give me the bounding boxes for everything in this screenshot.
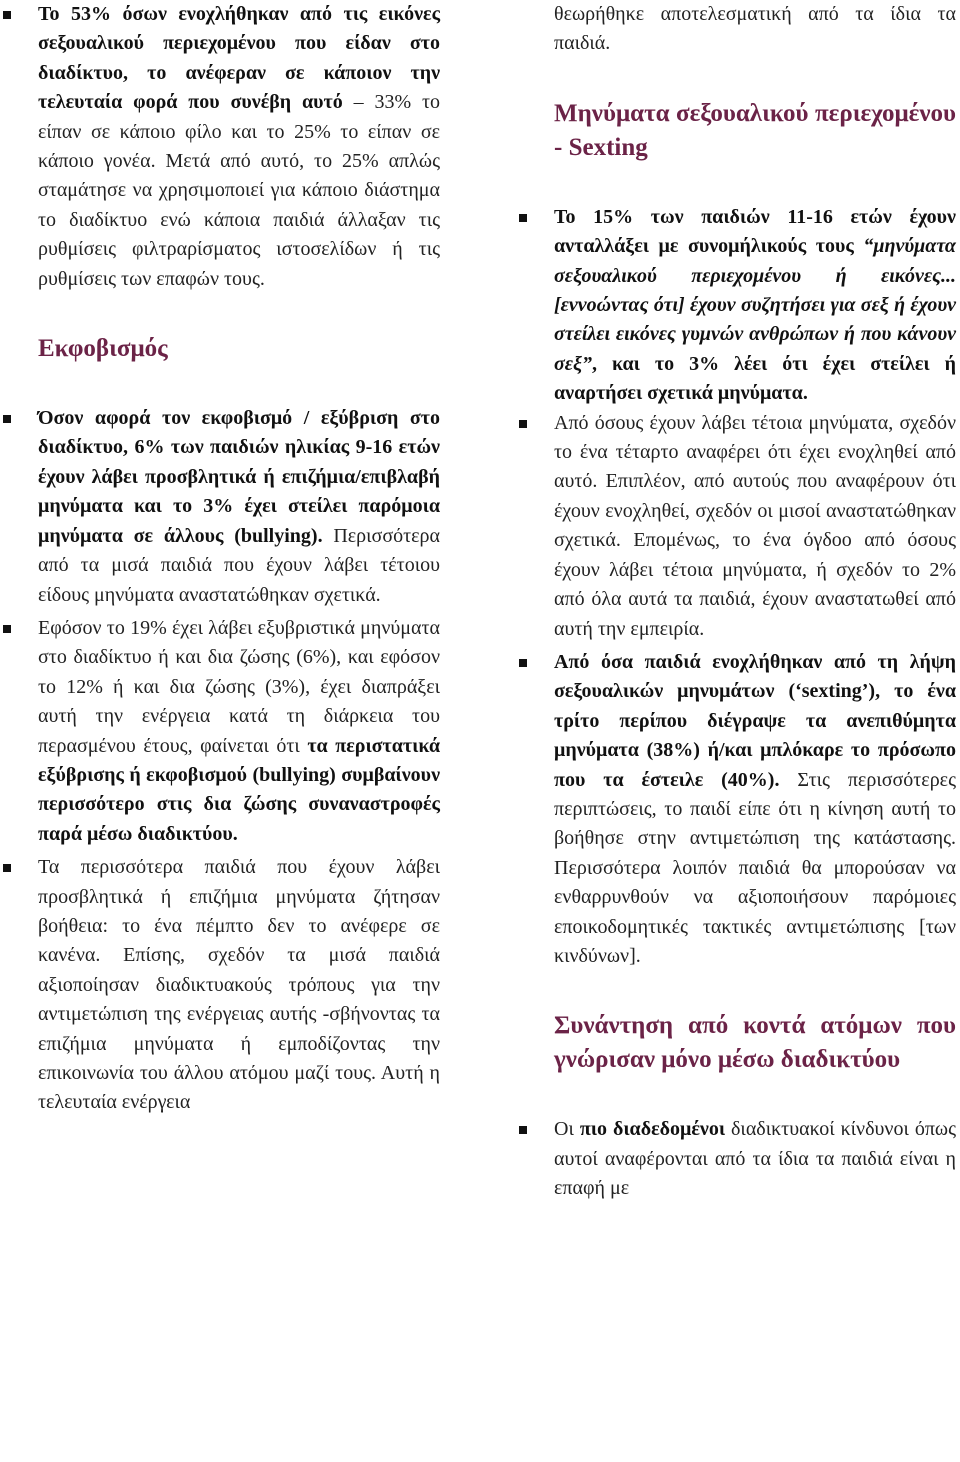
body-text: Οι	[554, 1118, 580, 1141]
square-bullet-icon	[3, 415, 11, 423]
bullet-sexting-upset	[554, 409, 956, 644]
section-heading-sexting: Μηνύματα σεξουαλικού περιεχομένου - Sexting	[554, 99, 956, 161]
right-column	[554, 0, 956, 1204]
bold-text: τα περιστατικά εξύβρισης ή εκφοβισμού (bullying) συμβαίνουν περισσότερο στις δια ζώσης συναναστροφές παρά μέσω διαδικτύου.	[38, 734, 441, 845]
body-text: διαδικτυακοί κίνδυνοι όπως αυτοί αναφέρονται από τα ίδια τα παιδιά είναι η επαφή με	[554, 1118, 957, 1200]
square-bullet-icon	[519, 659, 527, 667]
bullet-paragraph	[38, 0, 440, 294]
italic-quote: “μηνύματα σεξουαλικού περιεχομένου ή εικόνες... [εννοώντας ότι] έχουν συζητήσει για σεξ ή έχουν στείλει εικόνες γυμνών ανθρώπων ή που κάνουν σεξ”	[554, 235, 956, 375]
bullet-bullying-stats	[38, 404, 440, 610]
bullet-sexting-coping	[554, 648, 956, 971]
bullet-seeking-help	[38, 853, 440, 1118]
square-bullet-icon	[3, 11, 11, 19]
left-column	[38, 0, 440, 1118]
bold-text: Το 53% όσων ενοχλήθηκαν από τις εικόνες σεξουαλικού περιεχομένου που είδαν στο διαδίκτυο, το ανέφεραν σε κάποιον την τελευταία φορά που συνέβη αυτό	[38, 3, 440, 114]
body-text: Περισσότερα από τα μισά παιδιά που έχουν λάβει τέτοιου είδους μηνύματα αναστατώθηκαν σχετικά.	[38, 524, 440, 606]
bullet-paragraph	[38, 614, 440, 849]
bullet-sexting-stats	[554, 203, 956, 409]
square-bullet-icon	[519, 1126, 527, 1134]
body-text: Από όσους έχουν λάβει τέτοια μηνύματα, σχεδόν το ένα τέταρτο αναφέρει ότι έχει ενοχληθεί από αυτό. Επιπλέον, από αυτούς που αναφέρουν ότι έχουν ενοχληθεί, σχεδόν οι μισοί αναστατώθηκαν σχετικά. Επομένως, το ένα όγδοο από όσους έχουν λάβει τέτοια μηνύματα, ή σχεδόν το 2% από όλα αυτά τα παιδιά, έχουν αναστατωθεί από αυτή την εμπειρία.	[554, 411, 956, 640]
square-bullet-icon	[519, 420, 527, 428]
body-text: Στις περισσότερες περιπτώσεις, το παιδί είπε ότι η κίνηση αυτή το βοήθησε στην αντιμετώπιση της κατάστασης. Περισσότερα λοιπόν παιδιά θα μπορούσαν να ενθαρρυνθούν να αξιοποιήσουν παρόμοιες εποικοδομητικές τακτικές αντιμετώπισης [των κινδύνων].	[554, 768, 956, 967]
bullet-offline-vs-online	[38, 614, 440, 849]
bold-text: Από όσα παιδιά ενοχλήθηκαν από τη λήψη σεξουαλικών μηνυμάτων (‘sexting’), το ένα τρίτο περίπου διέγραψε τα ανεπιθύμητα μηνύματα (38%) ή/και μπλόκαρε το πρόσωπο που τα έστειλε (40%).	[554, 650, 956, 791]
section-heading-meeting-strangers: Συνάντηση από κοντά ατόμων που γνώρισαν μόνο μέσω διαδικτύου	[554, 1012, 956, 1074]
bullet-paragraph	[38, 404, 440, 610]
bold-text: πιο διαδεδομένοι	[579, 1118, 726, 1141]
body-text: – 33% το είπαν σε κάποιο φίλο και το 25% το είπαν σε κάποιο γονέα. Μετά από αυτό, το 25% απλώς σταμάτησε να χρησιμοποιεί για κάποιο διάστημα το διαδίκτυο ενώ κάποια παιδιά άλλαξαν τις ρυθμίσεις φιλτραρίσματος ιστοσελίδων ή τις ρυθμίσεις των επαφών τους.	[38, 91, 440, 290]
bullet-reporting-sexual-images	[38, 0, 440, 294]
body-text: Τα περισσότερα παιδιά που έχουν λάβει προσβλητικά ή επιζήμια μηνύματα ζήτησαν βοήθεια: το ένα πέμπτο δεν το ανέφερε σε κανένα. Επίσης, σχεδόν τα μισά παιδιά αξιοποίησαν διαδικτυακούς τρόπους για την αντιμετώπιση της ενέργειας αυτής -σβήνοντας τα επιζήμια μηνύματα ή εμποδίζοντας την επικοινωνία του άλλου ατόμου μαζί τους. Αυτή η τελευταία ενέργεια	[38, 856, 440, 1114]
square-bullet-icon	[3, 864, 11, 872]
square-bullet-icon	[3, 625, 11, 633]
square-bullet-icon	[519, 214, 527, 222]
bullet-common-risks	[554, 1115, 956, 1203]
bullet-paragraph	[554, 203, 956, 409]
bullet-paragraph	[38, 853, 440, 1118]
bold-text: Όσον αφορά τον εκφοβισμό / εξύβριση στο διαδίκτυο, 6% των παιδιών ηλικίας 9-16 ετών έχουν λάβει προσβλητικά ή επιζήμια/επιβλαβή μηνύματα και το 3% έχει στείλει παρόμοια μηνύματα σε άλλους (bullying).	[38, 407, 440, 547]
bold-text: Το 15% των παιδιών 11-16 ετών έχουν ανταλλάξει με συνομήλικούς τους	[554, 205, 956, 258]
body-text: Εφόσον το 19% έχει λάβει εξυβριστικά μηνύματα στο διαδίκτυο ή και δια ζώσης (6%), και εφόσον το 12% ή και δια ζώσης (3%), έχει διαπράξει αυτή την ενέργεια κατά τη διάρκεια του περασμένου έτους, φαίνεται ότι	[38, 616, 440, 757]
bullet-paragraph	[554, 648, 956, 971]
section-heading-bullying: Εκφοβισμός	[38, 335, 168, 363]
continuation-text: θεωρήθηκε αποτελεσματική από τα ίδια τα παιδιά.	[554, 3, 956, 55]
bold-text: , και το 3% λέει ότι έχει στείλει ή αναρτήσει σχετικά μηνύματα.	[554, 352, 956, 405]
bullet-paragraph	[554, 1115, 956, 1203]
bullet-paragraph	[554, 409, 956, 644]
